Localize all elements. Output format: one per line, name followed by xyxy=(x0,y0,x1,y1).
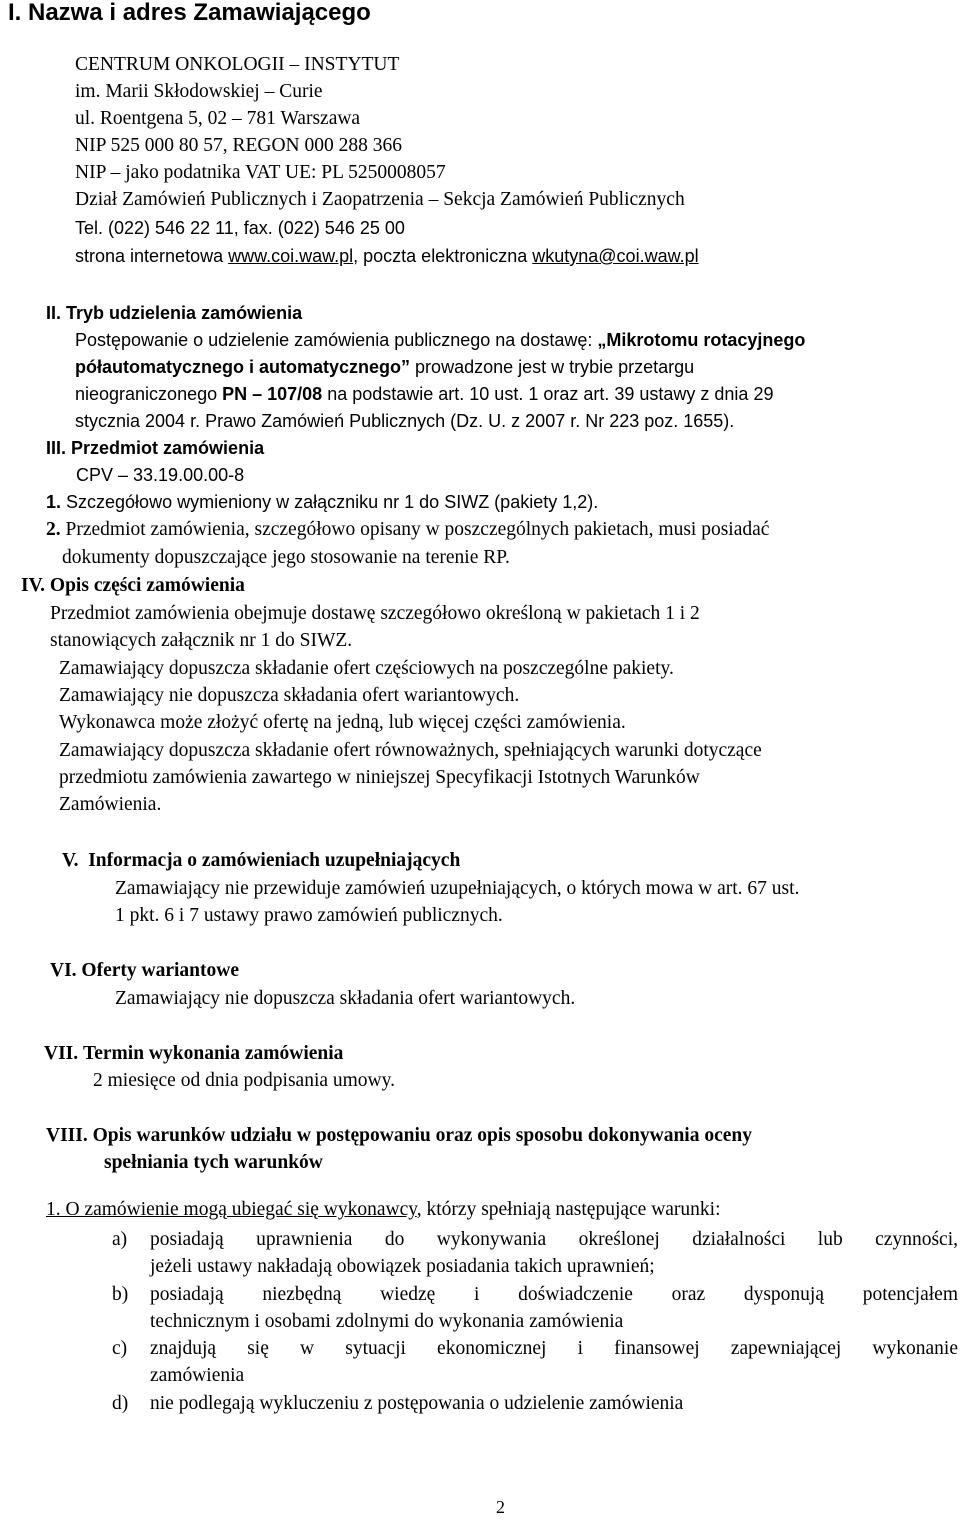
section-8-title: Opis warunków udziału w postępowaniu oraz opis sposobu dokonywania oceny xyxy=(92,1125,752,1146)
section-8-title-cont xyxy=(104,1150,323,1176)
section-7-number: VII. xyxy=(44,1043,79,1064)
orderer-patron: im. Marii Skłodowskiej – Curie xyxy=(75,81,323,102)
section-7-heading xyxy=(44,1041,343,1067)
procedure-mode-cont: nieograniczonego xyxy=(75,384,223,404)
parts-line-6: Zamawiający dopuszcza składanie ofert równoważnych, spełniających warunki dotyczące xyxy=(59,740,762,761)
orderer-vat: NIP – jako podatnika VAT UE: PL 5250008057 xyxy=(75,162,446,183)
orderer-nip-regon: NIP 525 000 80 57, REGON 000 288 366 xyxy=(75,135,402,156)
procedure-line-4: stycznia 2004 r. Prawo Zamówień Publicznych (Dz. U. z 2007 r. Nr 223 poz. 1655). xyxy=(75,411,735,431)
section-1-heading: I. Nazwa i adres Zamawiającego xyxy=(8,0,371,26)
subject-name-cont: półautomatycznego i automatycznego” xyxy=(75,357,411,377)
section-8-title-line-2: spełniania tych warunków xyxy=(104,1152,323,1173)
point-number: 1. xyxy=(46,492,62,512)
section-6-heading xyxy=(50,958,239,984)
section-4-title: Opis części zamówienia xyxy=(49,575,245,596)
condition-b-letter: b) xyxy=(112,1284,129,1305)
point-number: 2. xyxy=(46,519,61,540)
condition-c-line-2: zamówienia xyxy=(150,1365,245,1386)
section-7-title: Termin wykonania zamówienia xyxy=(83,1043,344,1064)
condition-d-line-1: nie podlegają wykluczeniu z postępowania o udzielenie zamówienia xyxy=(150,1393,684,1414)
subject-point-2 xyxy=(46,517,769,543)
section-2-title: Tryb udzielenia zamówienia xyxy=(66,303,303,323)
section-6-title: Oferty wariantowe xyxy=(81,960,239,981)
section-2-heading xyxy=(46,300,302,326)
supplementary-line-1: Zamawiający nie przewiduje zamówień uzupełniających, o których mowa w art. 67 ust. xyxy=(115,878,800,899)
parts-line-7: przedmiotu zamówienia zawartego w niniejszej Specyfikacji Istotnych Warunków xyxy=(59,767,700,788)
section-8-number: VIII. xyxy=(46,1125,88,1146)
orderer-department: Dział Zamówień Publicznych i Zaopatrzenia – Sekcja Zamówień Publicznych xyxy=(75,189,685,210)
web-middle: , poczta elektroniczna xyxy=(353,246,533,266)
condition-c-letter: c) xyxy=(112,1338,128,1359)
web-prefix: strona internetowa xyxy=(75,246,229,266)
orderer-name: CENTRUM ONKOLOGII – INSTYTUT xyxy=(75,54,400,75)
condition-a-letter: a) xyxy=(112,1229,128,1250)
parts-line-1: Przedmiot zamówienia obejmuje dostawę szczegółowo określoną w pakietach 1 i 2 xyxy=(50,603,700,624)
condition-b-line-2: technicznym i osobami zdolnymi do wykonania zamówienia xyxy=(150,1311,624,1332)
section-4-heading xyxy=(21,573,245,599)
parts-line-2: stanowiących załącznik nr 1 do SIWZ. xyxy=(50,630,353,651)
subject-point-2-cont: dokumenty dopuszczające jego stosowanie na terenie RP. xyxy=(62,547,510,568)
orderer-street: ul. Roentgena 5, 02 – 781 Warszawa xyxy=(75,108,361,129)
email-link[interactable]: wkutyna@coi.waw.pl xyxy=(532,246,699,266)
procedure-line-3 xyxy=(75,381,773,407)
completion-term-text: 2 miesięce od dnia podpisania umowy. xyxy=(93,1070,396,1091)
website-link[interactable]: www.coi.waw.pl xyxy=(228,246,354,266)
section-6-number: VI. xyxy=(50,960,77,981)
parts-line-3: Zamawiający dopuszcza składanie ofert częściowych na poszczególne pakiety. xyxy=(59,658,674,679)
orderer-phone-fax: Tel. (022) 546 22 11, fax. (022) 546 25 00 xyxy=(75,218,405,238)
cpv-code: CPV – 33.19.00.00-8 xyxy=(76,465,245,485)
point-text: Przedmiot zamówienia, szczegółowo opisany w poszczególnych pakietach, musi posiadać xyxy=(60,519,770,540)
section-3-heading xyxy=(46,435,264,461)
section-3-title: Przedmiot zamówienia xyxy=(71,438,265,458)
condition-a-line-2: jeżeli ustawy nakładają obowiązek posiadania takich uprawnień; xyxy=(150,1256,655,1277)
subject-point-1 xyxy=(46,489,598,515)
conditions-intro-rest: , którzy spełniają następujące warunki: xyxy=(416,1199,721,1220)
parts-line-4: Zamawiający nie dopuszcza składania ofert wariantowych. xyxy=(59,685,520,706)
procedure-text: Postępowanie o udzielenie zamówienia publicznego na dostawę: xyxy=(75,330,598,350)
variant-offers-text: Zamawiający nie dopuszcza składania ofert wariantowych. xyxy=(115,988,576,1009)
condition-c-line-1: znajdują się w sytuacji ekonomicznej i finansowej zapewniającej wykonanie xyxy=(150,1338,958,1359)
conditions-intro-underlined: 1. O zamówienie mogą ubiegać się wykonawcy xyxy=(46,1199,417,1220)
page-number: 2 xyxy=(496,1497,505,1517)
condition-d-letter: d) xyxy=(112,1393,129,1414)
section-4-number: IV. xyxy=(21,575,46,596)
conditions-intro xyxy=(46,1197,721,1223)
section-5-heading xyxy=(62,848,460,874)
case-number: PN – 107/08 xyxy=(222,384,323,404)
subject-name: „Mikrotomu rotacyjnego xyxy=(597,330,806,350)
section-2-number: II. xyxy=(46,303,62,323)
supplementary-line-2: 1 pkt. 6 i 7 ustawy prawo zamówień publicznych. xyxy=(115,905,503,926)
orderer-web-line xyxy=(75,243,699,269)
parts-line-8: Zamówienia. xyxy=(59,794,162,815)
section-5-title: Informacja o zamówieniach uzupełniających xyxy=(88,850,461,871)
condition-b-line-1: posiadają niezbędną wiedzę i doświadczenie oraz dysponują potencjałem xyxy=(150,1284,958,1305)
point-text: Szczegółowo wymieniony w załączniku nr 1 do SIWZ (pakiety 1,2). xyxy=(61,492,599,512)
section-5-number: V. xyxy=(62,850,79,871)
section-8-heading xyxy=(46,1123,752,1149)
condition-a-line-1: posiadają uprawnienia do wykonywania określonej działalności lub czynności, xyxy=(150,1229,958,1250)
legal-basis: na podstawie art. 10 ust. 1 oraz art. 39 ustawy z dnia 29 xyxy=(322,384,774,404)
section-3-number: III. xyxy=(46,438,67,458)
procedure-line-2 xyxy=(75,354,694,380)
procedure-line-1 xyxy=(75,327,805,353)
parts-line-5: Wykonawca może złożyć ofertę na jedną, lub więcej części zamówienia. xyxy=(59,712,626,733)
procedure-mode: prowadzone jest w trybie przetargu xyxy=(410,357,695,377)
